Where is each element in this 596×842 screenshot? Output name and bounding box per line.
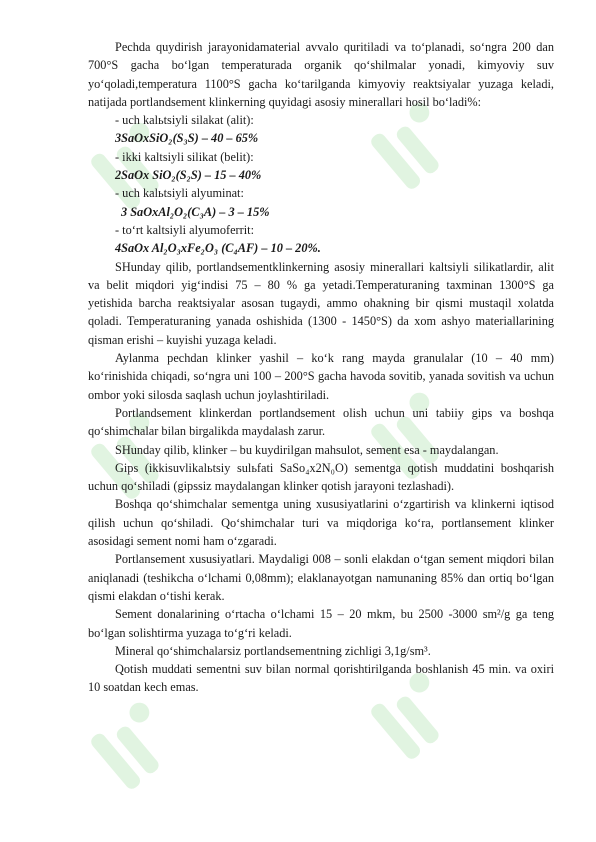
mineral-label: - ikki kaltsiyli silikat (belit): [115,149,254,164]
logo-watermark-icon [80,690,190,800]
paragraph: Qotish muddati sementni suv bilan normal qorishtirilganda boshlanish 45 min. va oxiri 10 soatdan kech emas. [88,662,554,695]
mineral-label: - uch kalьtsiyli silakat (alit): [115,113,254,128]
paragraph: Boshqa qo‘shimchalar sementga uning xususiyatlarini o‘zgartirish va klinkerni iqtisod qilish uchun qo‘shiladi. Qo‘shimchalar turi va miqdoriga ko‘ra, portlansement klinker asosidagi sement nomi ham o‘zgaradi. [88,497,554,549]
mineral-label: - to‘rt kaltsiyli alyumoferrit: [115,222,254,237]
paragraph: SHunday qilib, portlandsementklinkerning asosiy minerallari kaltsiyli silikatlardir, alit va belit miqdori yig‘indisi 75 – 80 % ga yetadi.Temperaturaning taxminan 1300°S ga yetishida barcha reaktsiyalar asosan tugaydi, ammo ohakning bir qismi mustaqil xolatda qoladi. Temperaturaning yanada oshishida (1300 - 1450°S) da xom ashyo materiallarining qisman erishi – kuyishi yuzaga keladi. [88,259,554,347]
paragraph: Mineral qo‘shimchalarsiz portlandsementning zichligi 3,1g/sm³. [115,643,431,658]
paragraph: Gips (ikkisuvlikalьtsiy sulьfati SaSo₄x2N₀O) sementga qotish muddatini boshqarish uchun qo‘shiladi (gipssiz maydalangan klinker qotish jarayoni tezlashadi). [88,460,554,494]
mineral-formula: 2SaOx SiO₂(S₂S) – 15 – 40% [115,168,262,183]
mineral-formula: 3SaOxSiO₂(S₃S) – 40 – 65% [115,131,259,146]
paragraph: Sement donalarining o‘rtacha o‘lchami 15 – 20 mkm, bu 2500 -3000 sm²/g ga teng bo‘lgan solishtirma yuzaga to‘g‘ri keladi. [88,607,554,640]
paragraph: Portlandsement klinkerdan portlandsement olish uchun uni tabiiy gips va boshqa qo‘shimchalar bilan birgalikda maydalash zarur. [88,405,554,439]
mineral-formula: 4SaOx Al₂O₃xFe₂O₃ (C₄AF) – 10 – 20%. [115,241,321,256]
mineral-formula: 3 SaOxAl₂O₂(C₃A) – 3 – 15% [121,204,270,219]
paragraph: Pechda quydirish jarayonidamaterial avvalo quritiladi va to‘planadi, so‘ngra 200 dan 700°S gacha bo‘lgan temperaturada organik qo‘shilmalar yonadi, kimyoviy suv yo‘qoladi,temperatura 1100°S gacha ko‘tarilganda kimyoviy reaktsiyalar yuzaga keladi, natijada portlandsement klinkerning quyidagi asosiy minerallari hosil bo‘ladi%: [88,40,554,109]
document-page [88,38,554,697]
paragraph: Portlansement xususiyatlari. Maydaligi 008 – sonli elakdan o‘tgan sement miqdori bilan aniqlanadi (teshikcha o‘lchami 0,08mm); elaklanayotgan namunaning 85% dan ortiq bo‘lgan qismi elakdan o‘tishi kerak. [88,552,554,603]
paragraph: SHunday qilib, klinker – bu kuydirilgan mahsulot, sement esa - maydalangan. [115,442,499,457]
mineral-label: - uch kalьtsiyli alyuminat: [115,186,244,201]
paragraph: Aylanma pechdan klinker yashil – ko‘k rang mayda granulalar (10 – 40 mm) ko‘rinishida chiqadi, so‘ngra uni 100 – 200°S gacha havoda sovitib, yanada sovitish va uchun ombor yoki silosda saqlash uchun joylashtiriladi. [88,351,554,402]
